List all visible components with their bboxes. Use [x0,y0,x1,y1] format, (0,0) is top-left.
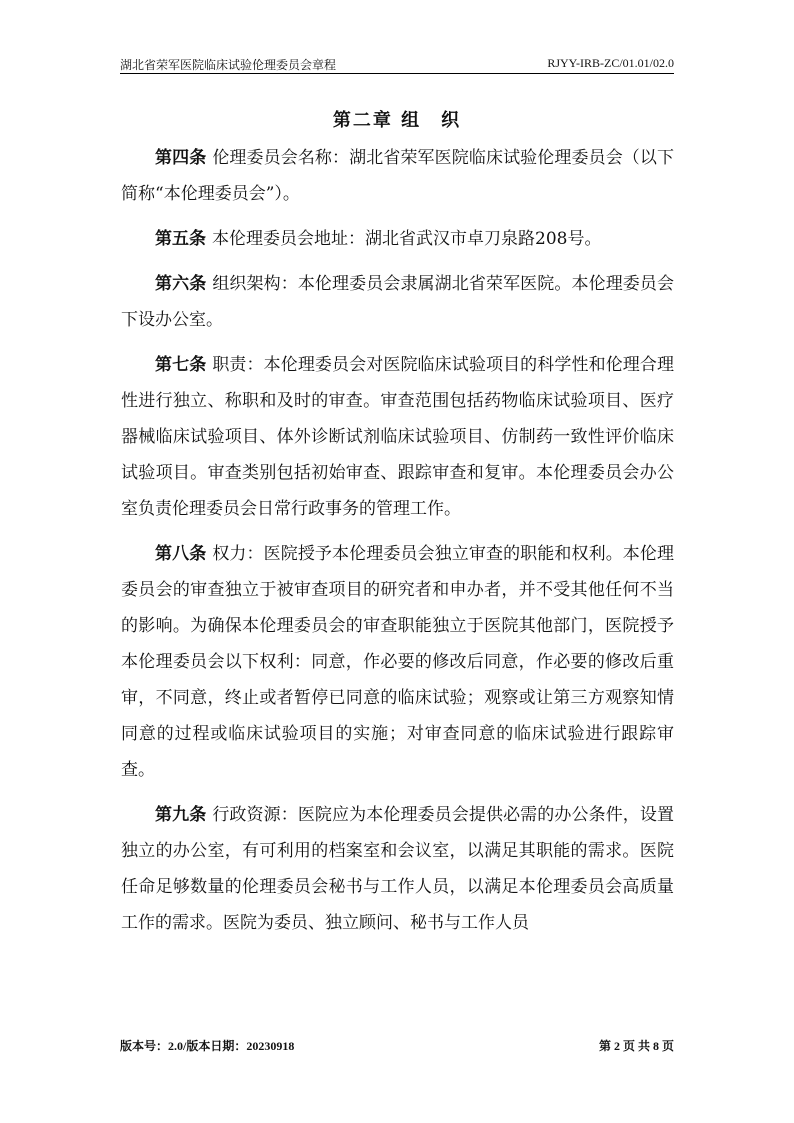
document-code: RJYY-IRB-ZC/01.01/02.0 [547,56,674,70]
article-text: 行政资源：医院应为本伦理委员会提供必需的办公条件，设置独立的办公室，有可利用的档案室和会议室，以满足其职能的需求。医院任命足够数量的伦理委员会秘书与工作人员，以满足本伦理委员会高质量工作的需求。医院为委员、独立顾问、秘书与工作人员 [121,805,675,933]
chapter-title: 第二章 组 织 [332,110,462,131]
article-lead: 第四条 [155,148,207,168]
article-lead: 第八条 [155,544,207,564]
article-lead: 第七条 [155,355,207,375]
document-title: 湖北省荣军医院临床试验伦理委员会章程 [120,58,337,72]
document-body [121,140,674,950]
page-number: 第 2 页 共 8 页 [598,1039,674,1053]
article-text: 组织架构：本伦理委员会隶属湖北省荣军医院。本伦理委员会下设办公室。 [121,274,675,330]
article-6 [121,266,674,338]
article-text: 权力：医院授予本伦理委员会独立审查的职能和权利。本伦理委员会的审查独立于被审查项目的研究者和申办者，并不受其他任何不当的影响。为确保本伦理委员会的审查职能独立于医院其他部门，医院授予本伦理委员会以下权利：同意，作必要的修改后同意，作必要的修改后重审，不同意，终止或者暂停已同意的临床试验；观察或让第三方观察知情同意的过程或临床试验项目的实施；对审查同意的临床试验进行跟踪审查。 [121,544,675,780]
article-8 [121,536,674,788]
article-5 [121,221,674,257]
article-lead: 第九条 [155,805,207,825]
article-4 [121,140,674,212]
article-text: 职责：本伦理委员会对医院临床试验项目的科学性和伦理合理性进行独立、称职和及时的审查。审查范围包括药物临床试验项目、医疗器械临床试验项目、体外诊断试剂临床试验项目、仿制药一致性评价临床试验项目。审查类别包括初始审查、跟踪审查和复审。本伦理委员会办公室负责伦理委员会日常行政事务的管理工作。 [121,355,675,519]
article-lead: 第六条 [155,274,207,294]
version-info: 版本号：2.0/版本日期：20230918 [120,1039,295,1053]
article-7 [121,347,674,527]
article-lead: 第五条 [155,229,206,249]
article-text: 伦理委员会名称：湖北省荣军医院临床试验伦理委员会（以下简称“本伦理委员会”）。 [121,148,675,204]
article-text: 本伦理委员会地址：湖北省武汉市卓刀泉路208号。 [212,229,602,249]
article-9 [121,797,674,941]
header-divider [120,73,674,74]
